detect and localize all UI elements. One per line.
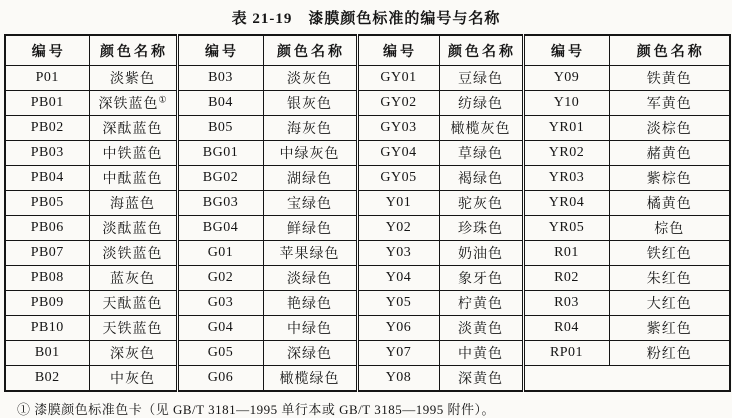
table-title: 表 21-19 漆膜颜色标准的编号与名称 [231, 11, 501, 27]
code-cell: YR01 [523, 116, 609, 141]
color-name-cell: 鲜绿色 [263, 216, 357, 241]
color-name-cell: 柠黄色 [439, 291, 523, 316]
footnote: ① 漆膜颜色标准色卡（见 GB/T 3181—1995 单行本或 GB/T 3185—1995 附件）。 [17, 402, 496, 417]
code-cell: BG01 [177, 141, 263, 166]
color-name-cell: 苹果绿色 [263, 241, 357, 266]
code-cell: BG03 [177, 191, 263, 216]
col-header-code: 编号 [357, 35, 439, 66]
code-cell: PB05 [5, 191, 89, 216]
color-name-cell: 军黄色 [609, 91, 730, 116]
color-name-cell: 中酞蓝色 [89, 166, 177, 191]
code-cell: G03 [177, 291, 263, 316]
code-cell: Y01 [357, 191, 439, 216]
code-cell: Y08 [357, 366, 439, 392]
code-cell: GY03 [357, 116, 439, 141]
color-name-cell: 赭黄色 [609, 141, 730, 166]
header-row [5, 35, 730, 66]
color-name-cell: 大红色 [609, 291, 730, 316]
table-row [5, 316, 730, 341]
code-cell: R01 [523, 241, 609, 266]
code-cell: GY04 [357, 141, 439, 166]
table-row [5, 291, 730, 316]
code-cell: Y05 [357, 291, 439, 316]
code-cell: PB04 [5, 166, 89, 191]
code-cell: YR05 [523, 216, 609, 241]
code-cell: R03 [523, 291, 609, 316]
color-name-cell: 深绿色 [263, 341, 357, 366]
color-name-cell: 草绿色 [439, 141, 523, 166]
color-name-cell: 蓝灰色 [89, 266, 177, 291]
color-name-cell: 淡酞蓝色 [89, 216, 177, 241]
color-name-cell: 褐绿色 [439, 166, 523, 191]
code-cell: G04 [177, 316, 263, 341]
table-row [5, 366, 730, 392]
color-name-cell: 中绿色 [263, 316, 357, 341]
code-cell: PB08 [5, 266, 89, 291]
code-cell: G02 [177, 266, 263, 291]
table-row [5, 166, 730, 191]
code-cell: Y06 [357, 316, 439, 341]
color-name-cell: 湖绿色 [263, 166, 357, 191]
code-cell: R04 [523, 316, 609, 341]
code-cell: Y04 [357, 266, 439, 291]
code-cell: B02 [5, 366, 89, 392]
color-name-cell: 紫棕色 [609, 166, 730, 191]
color-name-cell: 淡紫色 [89, 66, 177, 91]
color-name-cell: 淡棕色 [609, 116, 730, 141]
table-row [5, 241, 730, 266]
color-name-cell: 深铁蓝色① [89, 91, 177, 116]
color-name-cell: 中黄色 [439, 341, 523, 366]
color-standard-table [4, 34, 731, 392]
color-name-cell: 纺绿色 [439, 91, 523, 116]
color-name-cell: 海蓝色 [89, 191, 177, 216]
code-cell: YR02 [523, 141, 609, 166]
color-name-cell: 铁黄色 [609, 66, 730, 91]
color-name-cell: 豆绿色 [439, 66, 523, 91]
color-name-cell: 海灰色 [263, 116, 357, 141]
color-name-cell: 淡绿色 [263, 266, 357, 291]
footnote-marker: ① [158, 94, 167, 105]
color-name-cell: 铁红色 [609, 241, 730, 266]
empty-cell [523, 366, 730, 392]
code-cell: B05 [177, 116, 263, 141]
color-name-cell: 珍珠色 [439, 216, 523, 241]
code-cell: PB06 [5, 216, 89, 241]
code-cell: PB10 [5, 316, 89, 341]
color-name-cell: 深黄色 [439, 366, 523, 392]
col-header-color-name: 颜色名称 [609, 35, 730, 66]
table-row [5, 266, 730, 291]
code-cell: Y09 [523, 66, 609, 91]
color-name-cell: 宝绿色 [263, 191, 357, 216]
code-cell: Y02 [357, 216, 439, 241]
table-row [5, 216, 730, 241]
color-name-cell: 象牙色 [439, 266, 523, 291]
code-cell: Y07 [357, 341, 439, 366]
code-cell: B04 [177, 91, 263, 116]
color-name-cell: 紫红色 [609, 316, 730, 341]
color-name-cell: 深酞蓝色 [89, 116, 177, 141]
code-cell: BG04 [177, 216, 263, 241]
code-cell: PB01 [5, 91, 89, 116]
col-header-color-name: 颜色名称 [263, 35, 357, 66]
code-cell: GY01 [357, 66, 439, 91]
color-name-cell: 中铁蓝色 [89, 141, 177, 166]
color-name-cell: 中灰色 [89, 366, 177, 392]
code-cell: YR03 [523, 166, 609, 191]
col-header-color-name: 颜色名称 [89, 35, 177, 66]
color-name-cell: 棕色 [609, 216, 730, 241]
table-row [5, 66, 730, 91]
code-cell: G01 [177, 241, 263, 266]
code-cell: PB09 [5, 291, 89, 316]
code-cell: Y03 [357, 241, 439, 266]
color-name-cell: 橄榄绿色 [263, 366, 357, 392]
table-row [5, 191, 730, 216]
color-name-cell: 朱红色 [609, 266, 730, 291]
code-cell: GY02 [357, 91, 439, 116]
code-cell: PB07 [5, 241, 89, 266]
color-name-cell: 橘黄色 [609, 191, 730, 216]
color-name-cell: 银灰色 [263, 91, 357, 116]
code-cell: P01 [5, 66, 89, 91]
code-cell: G05 [177, 341, 263, 366]
code-cell: PB02 [5, 116, 89, 141]
color-name-cell: 驼灰色 [439, 191, 523, 216]
color-name-cell: 橄榄灰色 [439, 116, 523, 141]
table-row [5, 341, 730, 366]
col-header-code: 编号 [177, 35, 263, 66]
col-header-code: 编号 [523, 35, 609, 66]
color-name-cell: 淡黄色 [439, 316, 523, 341]
code-cell: RP01 [523, 341, 609, 366]
color-name-cell: 粉红色 [609, 341, 730, 366]
code-cell: G06 [177, 366, 263, 392]
table-row [5, 91, 730, 116]
color-name-cell: 淡铁蓝色 [89, 241, 177, 266]
color-name-cell: 深灰色 [89, 341, 177, 366]
code-cell: B03 [177, 66, 263, 91]
color-name-cell: 奶油色 [439, 241, 523, 266]
code-cell: B01 [5, 341, 89, 366]
color-name-cell: 淡灰色 [263, 66, 357, 91]
table-body [5, 66, 730, 392]
color-name-cell: 艳绿色 [263, 291, 357, 316]
code-cell: BG02 [177, 166, 263, 191]
code-cell: YR04 [523, 191, 609, 216]
color-name-cell: 中绿灰色 [263, 141, 357, 166]
color-name-cell: 天酞蓝色 [89, 291, 177, 316]
table-row [5, 141, 730, 166]
table-row [5, 116, 730, 141]
col-header-color-name: 颜色名称 [439, 35, 523, 66]
code-cell: GY05 [357, 166, 439, 191]
color-name-cell: 天铁蓝色 [89, 316, 177, 341]
col-header-code: 编号 [5, 35, 89, 66]
code-cell: R02 [523, 266, 609, 291]
code-cell: Y10 [523, 91, 609, 116]
code-cell: PB03 [5, 141, 89, 166]
